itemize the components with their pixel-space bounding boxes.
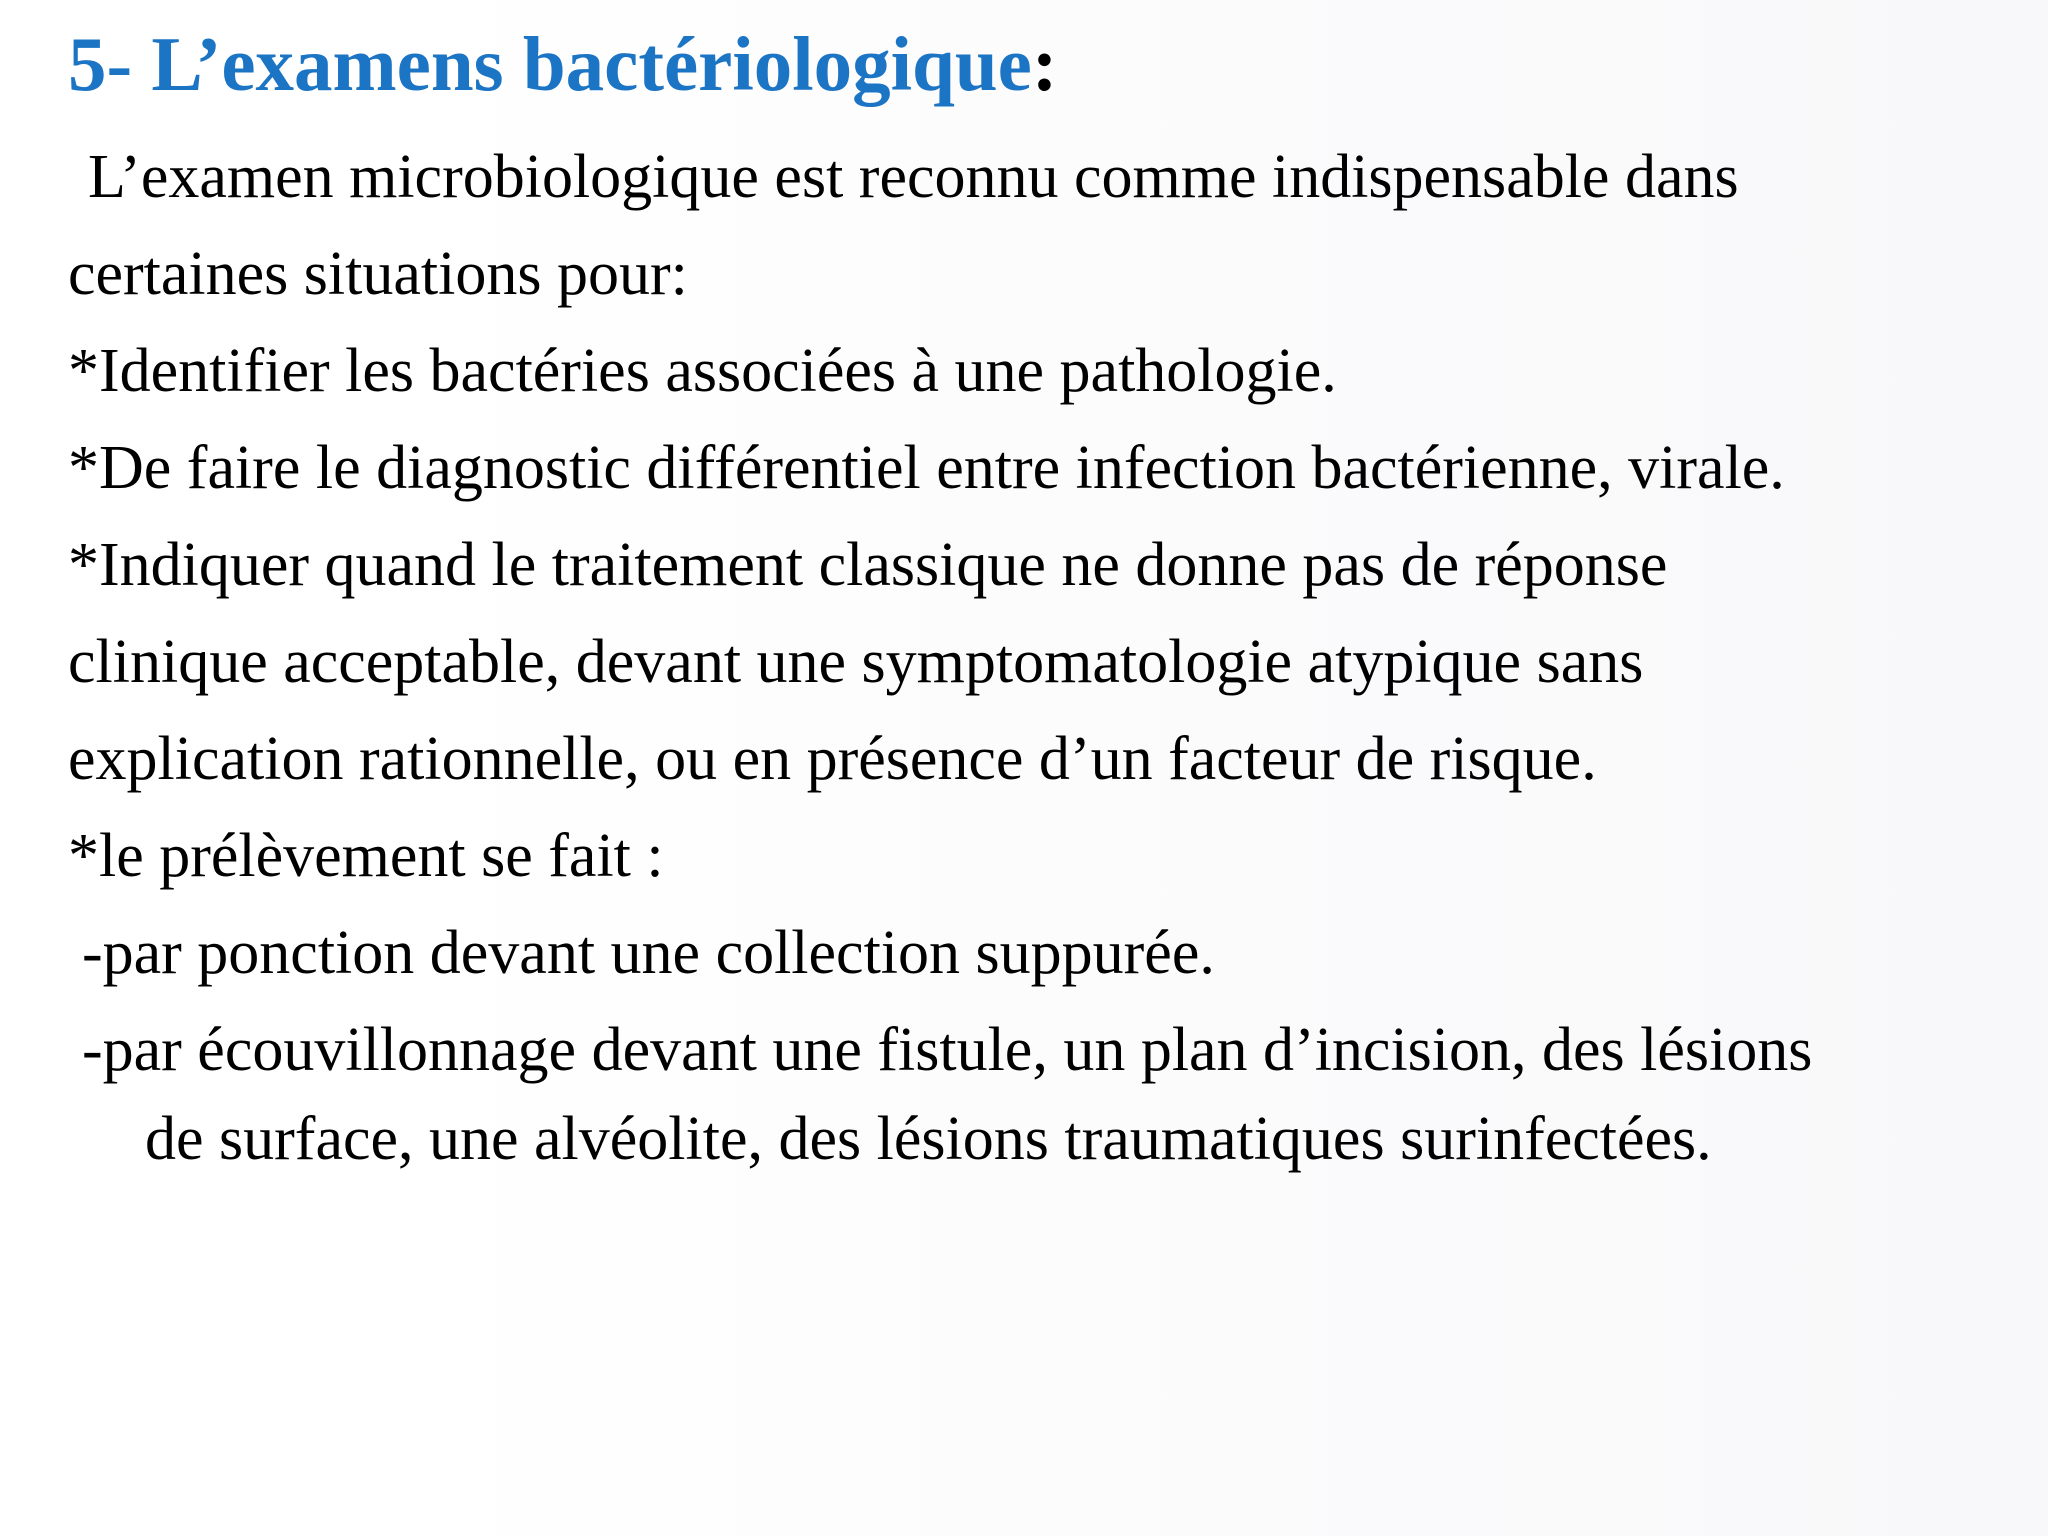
bullet-differential-diagnosis: *De faire le diagnostic différentiel entre infection bactérienne, virale. — [68, 434, 1785, 502]
bullet-indicate-line-1: *Indiquer quand le traitement classique ne donne pas de réponse — [68, 531, 1668, 599]
sub-item-swab-line-1: -par écouvillonnage devant une fistule, un plan d’incision, des lésions — [82, 1016, 1813, 1084]
intro-line-2: certaines situations pour: — [68, 240, 688, 308]
slide-title-colon: : — [1031, 21, 1058, 107]
sub-item-puncture: -par ponction devant une collection suppurée. — [82, 919, 1215, 987]
slide-title — [68, 18, 1058, 110]
bullet-indicate-line-3: explication rationnelle, ou en présence d’un facteur de risque. — [68, 725, 1597, 793]
slide-title-text: 5- L’examens bactériologique — [68, 21, 1032, 107]
bullet-indicate-line-2: clinique acceptable, devant une symptomatologie atypique sans — [68, 628, 1644, 696]
bullet-sampling: *le prélèvement se fait : — [68, 822, 664, 890]
intro-line-1: L’examen microbiologique est reconnu comme indispensable dans — [88, 143, 1739, 211]
bullet-identify: *Identifier les bactéries associées à une pathologie. — [68, 337, 1337, 405]
sub-item-swab-line-2: de surface, une alvéolite, des lésions traumatiques surinfectées. — [145, 1105, 1712, 1173]
